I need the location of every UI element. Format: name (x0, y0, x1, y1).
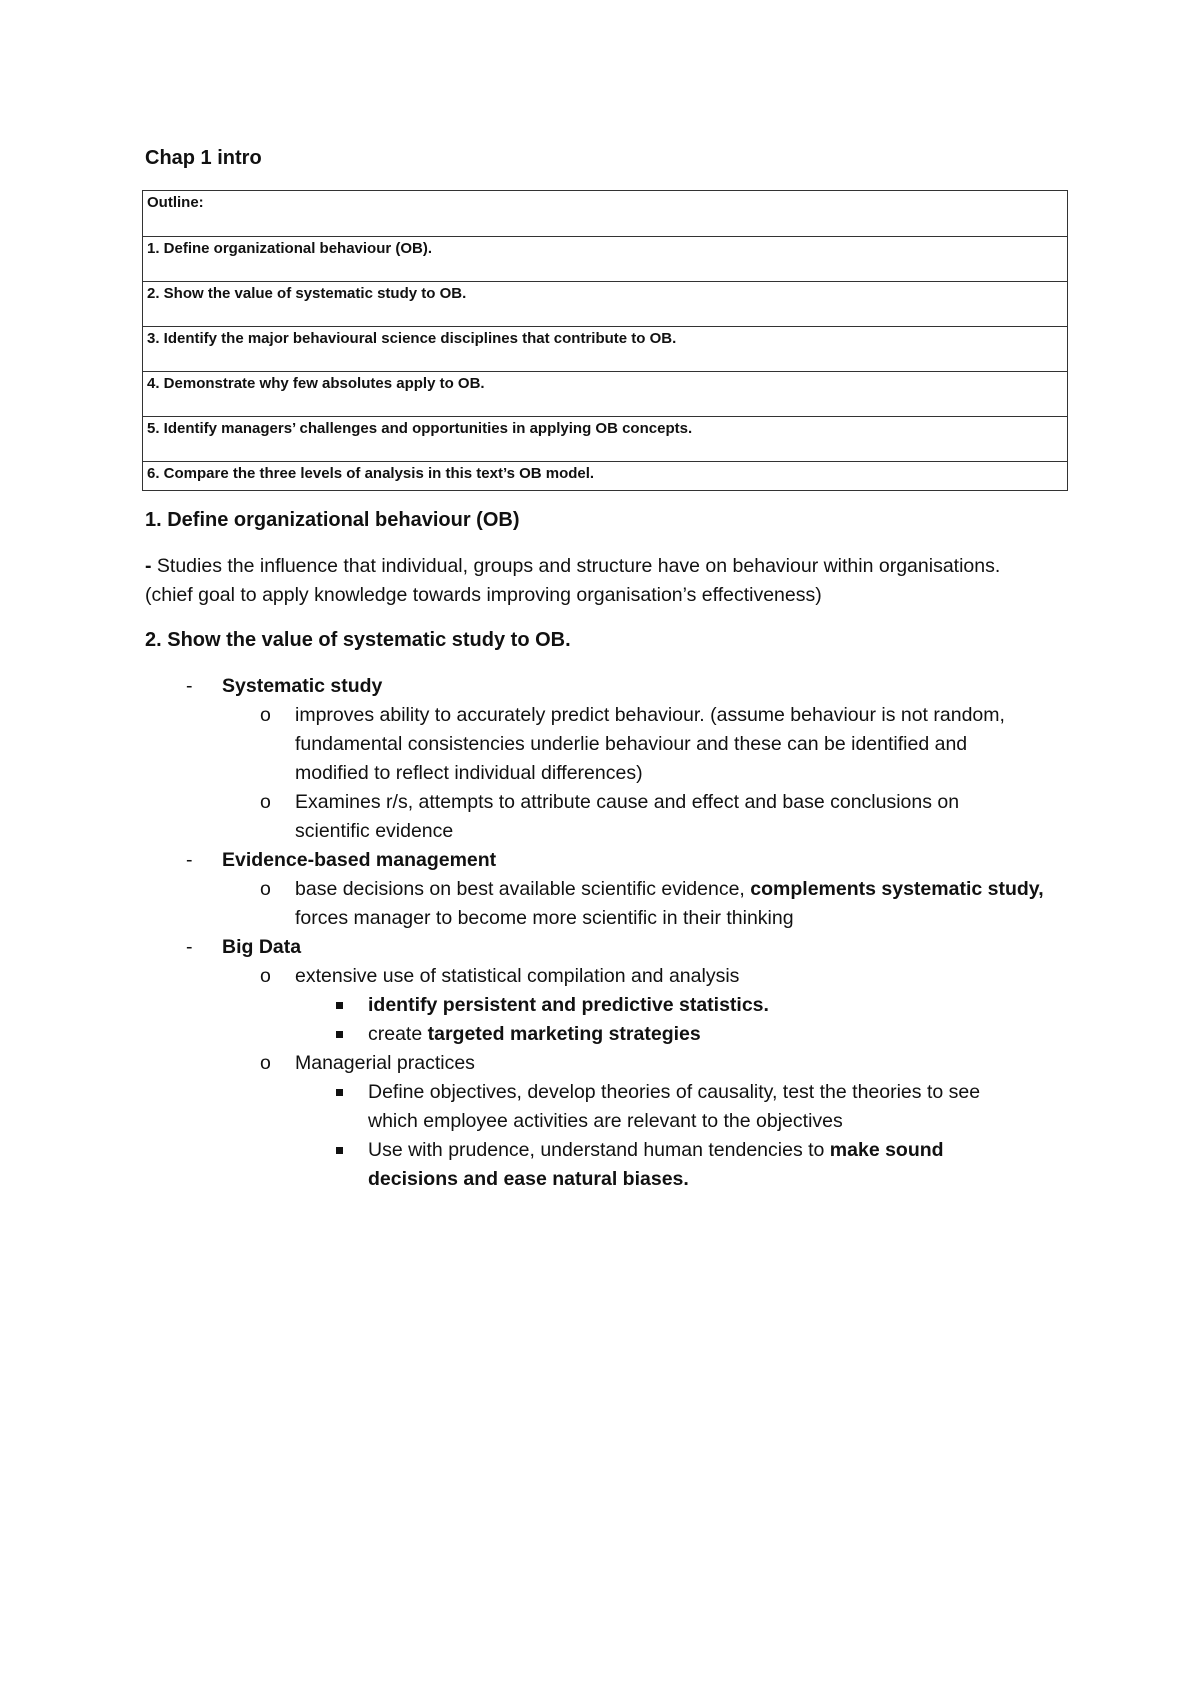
evidence-bullet-text: base decisions on best available scientific evidence, (295, 878, 751, 900)
systematic-bullet-1-line-3: modified to reflect individual differences) (295, 762, 643, 784)
dash-marker: - (186, 849, 193, 871)
systematic-bullet-1-line-2: fundamental consistencies underlie behaviour and these can be identified and (295, 733, 968, 755)
square-bullet-icon (336, 1147, 343, 1154)
section-1-text-line-1 (145, 552, 1000, 581)
managerial-sub-bullet-1-line-1: Define objectives, develop theories of causality, test the theories to see (368, 1081, 981, 1103)
systematic-bullet-2-line-2: scientific evidence (295, 820, 454, 842)
sub-bullet-text: Use with prudence, understand human tendencies to (368, 1139, 830, 1161)
managerial-sub-bullet-2-line-2: decisions and ease natural biases. (368, 1168, 689, 1190)
circle-bullet-marker: o (260, 965, 271, 987)
outline-header: Outline: (147, 194, 204, 211)
square-bullet-icon (336, 1089, 343, 1096)
big-data-bullet-1: extensive use of statistical compilation and analysis (295, 965, 740, 987)
circle-bullet-marker: o (260, 1052, 271, 1074)
square-bullet-icon (336, 1002, 343, 1009)
section-1-text: Studies the influence that individual, groups and structure have on behaviour within organisations. (151, 555, 1001, 577)
sub-bullet-emphasis: make sound (829, 1139, 944, 1161)
outline-item: 1. Define organizational behaviour (OB). (143, 236, 1067, 281)
big-data-sub-bullet-2 (368, 1020, 701, 1049)
evidence-bullet-1-line-2: forces manager to become more scientific in their thinking (295, 907, 794, 929)
dash-marker: - (145, 555, 152, 577)
systematic-study-label: Systematic study (222, 675, 383, 697)
outline-table (142, 190, 1068, 491)
outline-item: 3. Identify the major behavioural science disciplines that contribute to OB. (143, 326, 1067, 371)
document-title: Chap 1 intro (145, 147, 262, 169)
section-1-heading: 1. Define organizational behaviour (OB) (145, 509, 520, 531)
dash-marker: - (186, 675, 193, 697)
circle-bullet-marker: o (260, 791, 271, 813)
section-2-heading: 2. Show the value of systematic study to OB. (145, 629, 571, 651)
evidence-based-label: Evidence-based management (222, 849, 497, 871)
big-data-bullet-2: Managerial practices (295, 1052, 475, 1074)
sub-bullet-emphasis: targeted marketing strategies (427, 1023, 701, 1045)
circle-bullet-marker: o (260, 878, 271, 900)
square-bullet-icon (336, 1031, 343, 1038)
section-1-text-line-2: (chief goal to apply knowledge towards improving organisation’s effectiveness) (145, 584, 822, 606)
circle-bullet-marker: o (260, 704, 271, 726)
big-data-sub-bullet-1: identify persistent and predictive statistics. (368, 994, 769, 1016)
systematic-bullet-1-line-1: improves ability to accurately predict behaviour. (assume behaviour is not random, (295, 704, 1005, 726)
outline-item: 4. Demonstrate why few absolutes apply to OB. (143, 371, 1067, 416)
evidence-bullet-emphasis: complements systematic study, (750, 878, 1044, 900)
systematic-bullet-2-line-1: Examines r/s, attempts to attribute cause and effect and base conclusions on (295, 791, 960, 813)
outline-item: 2. Show the value of systematic study to OB. (143, 281, 1067, 326)
evidence-bullet-1-line-1 (295, 875, 1044, 904)
outline-item: 5. Identify managers’ challenges and opportunities in applying OB concepts. (143, 416, 1067, 461)
managerial-sub-bullet-2-line-1 (368, 1136, 944, 1165)
managerial-sub-bullet-1-line-2: which employee activities are relevant to the objectives (368, 1110, 843, 1132)
big-data-label: Big Data (222, 936, 302, 958)
dash-marker: - (186, 936, 193, 958)
sub-bullet-text: create (368, 1023, 428, 1045)
outline-item: 6. Compare the three levels of analysis in this text’s OB model. (143, 461, 1067, 490)
